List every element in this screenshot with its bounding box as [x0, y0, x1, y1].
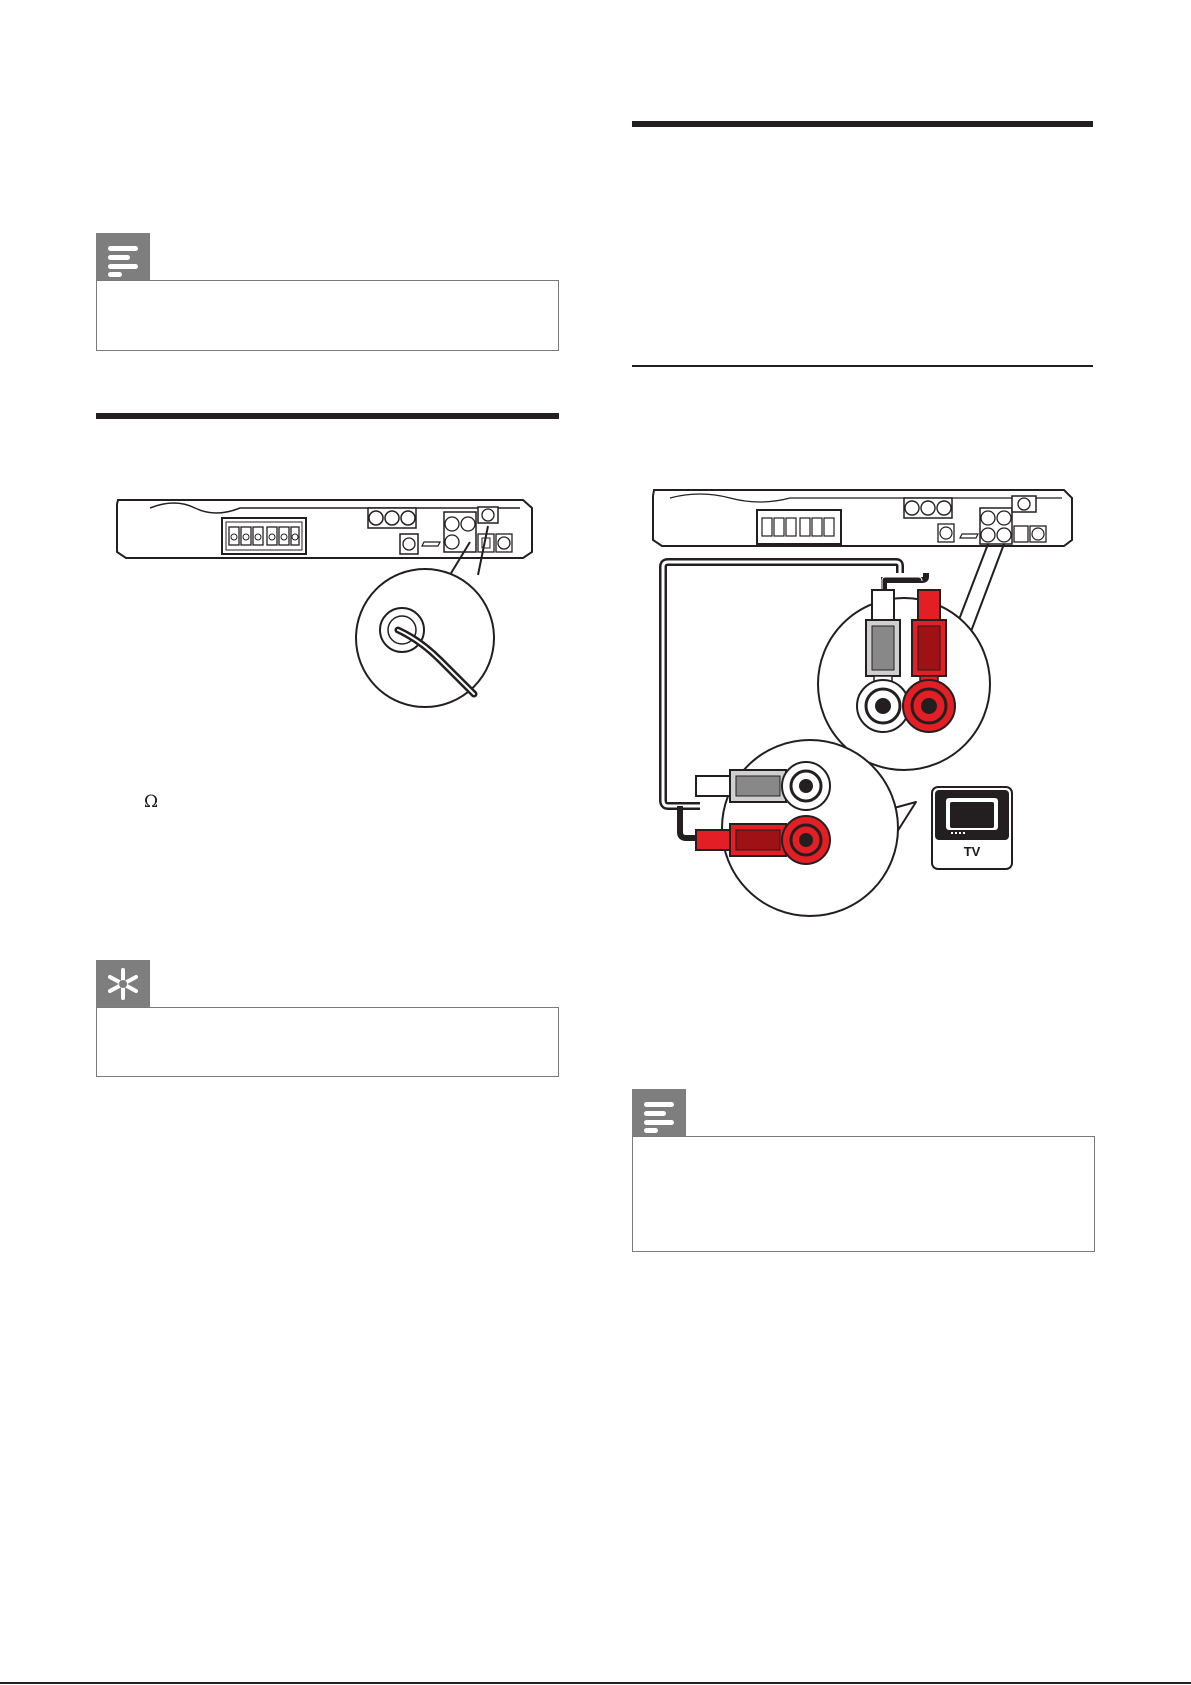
note-box — [632, 1136, 1095, 1252]
speaker-impedance-symbol: Ω — [144, 792, 159, 812]
page-footer-rule — [0, 1682, 1191, 1684]
note-icon — [632, 1089, 686, 1136]
tv-label: TV — [963, 844, 981, 859]
